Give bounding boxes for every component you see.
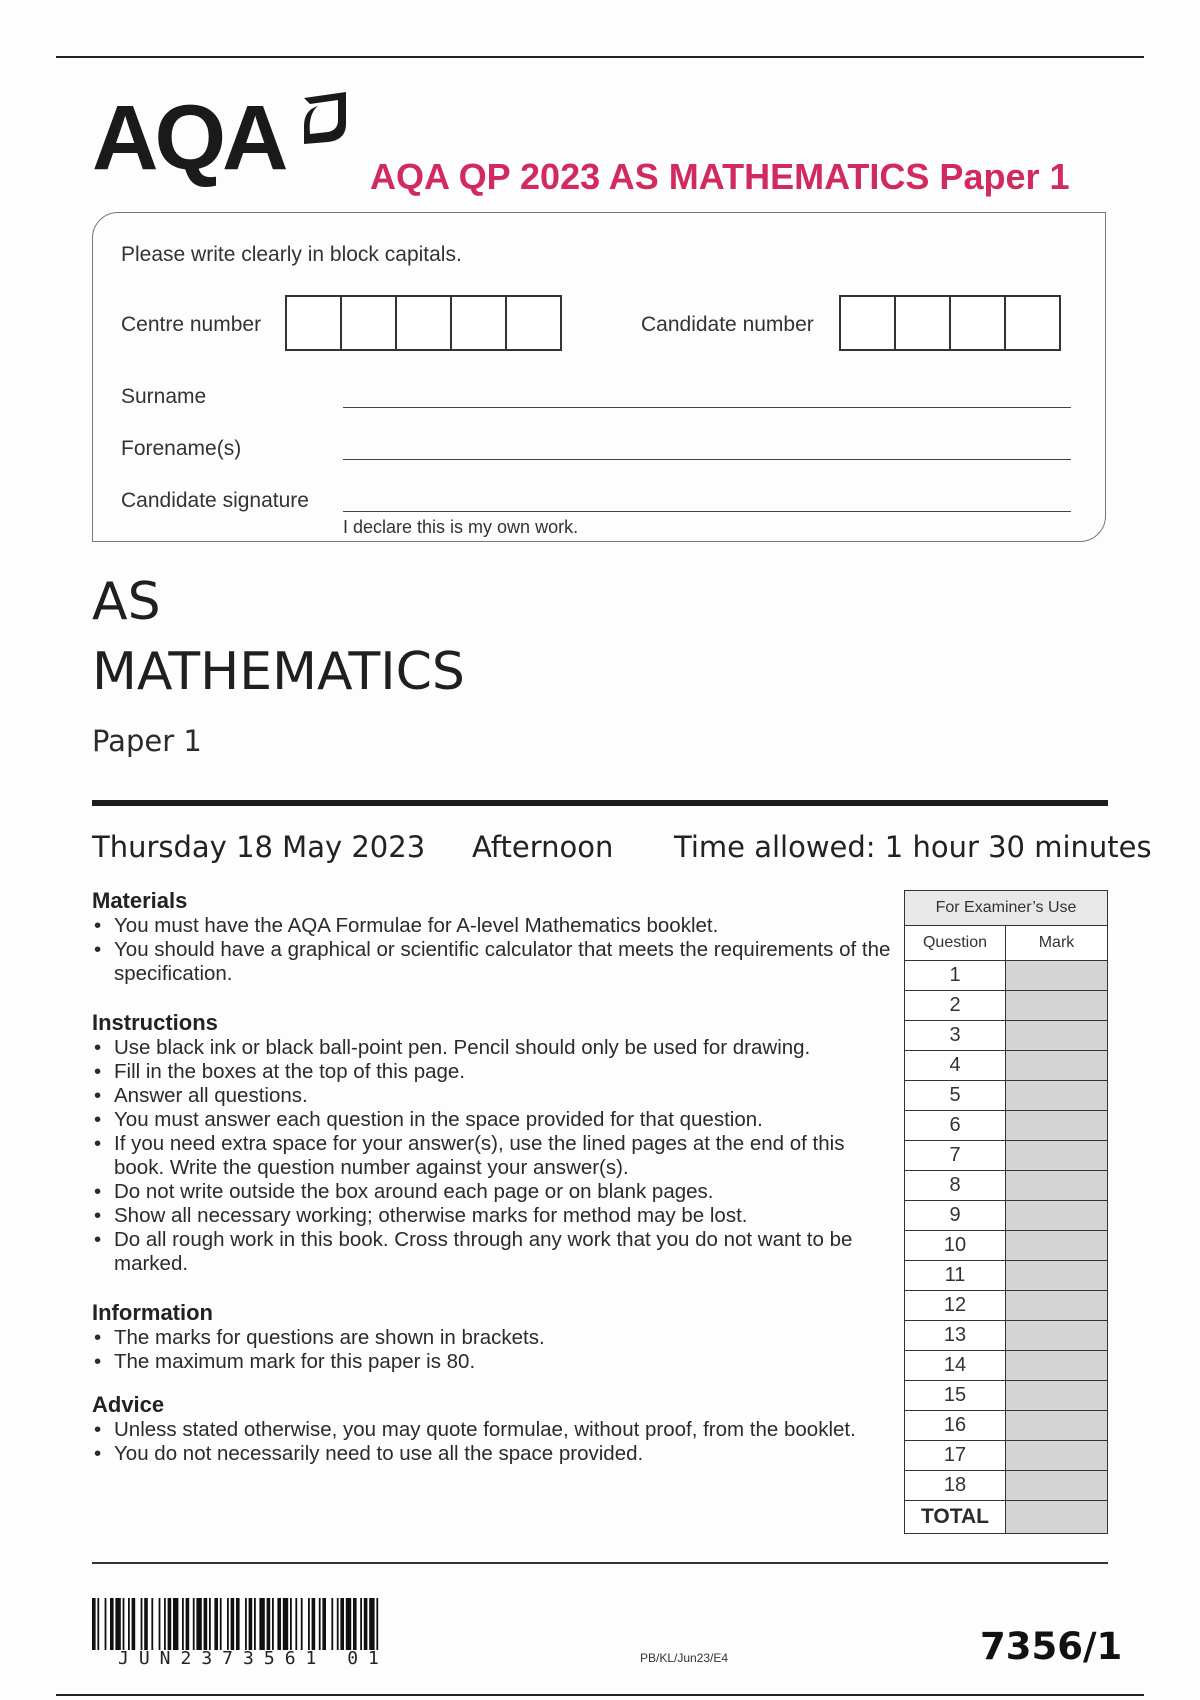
centre-digit-box[interactable] [395, 295, 452, 351]
barcode-bar [290, 1598, 292, 1650]
barcode-bar [312, 1598, 316, 1650]
barcode-bar [209, 1598, 211, 1650]
barcode-bar [369, 1598, 374, 1650]
barcode-bar [254, 1598, 256, 1650]
barcode-bar [376, 1598, 378, 1650]
total-label: TOTAL [905, 1501, 1006, 1534]
surname-label: Surname [121, 385, 207, 408]
table-row [905, 1471, 1108, 1501]
forenames-field[interactable] [343, 459, 1071, 460]
barcode-bar [186, 1598, 190, 1650]
subject-title: MATHEMATICS [92, 642, 465, 702]
list-item: • The maximum mark for this paper is 80. [92, 1350, 892, 1374]
barcode-bar [245, 1598, 247, 1650]
mark-cell [1006, 1231, 1108, 1261]
barcode-bar [132, 1598, 136, 1650]
question-number-cell: 18 [905, 1471, 1006, 1501]
candidate-digit-box[interactable] [1004, 295, 1061, 351]
barcode-bar [277, 1598, 281, 1650]
list-item: • Answer all questions. [92, 1084, 892, 1108]
examiner-use-table [904, 890, 1108, 1534]
barcode-bar [337, 1598, 339, 1650]
barcode-bar [173, 1598, 178, 1650]
mark-cell [1006, 1081, 1108, 1111]
materials-section [92, 888, 892, 986]
mark-cell [1006, 991, 1108, 1021]
aqa-logo [92, 88, 352, 188]
centre-digit-box[interactable] [450, 295, 507, 351]
barcode-bar [92, 1598, 96, 1650]
materials-heading: Materials [92, 888, 188, 913]
list-item: • The marks for questions are shown in brackets. [92, 1326, 892, 1350]
list-item: • If you need extra space for your answer(s), use the lined pages at the end of this book. Write the question number against your answer(s). [92, 1132, 892, 1180]
question-number-cell: 12 [905, 1291, 1006, 1321]
mark-cell [1006, 1321, 1108, 1351]
question-number-cell: 8 [905, 1171, 1006, 1201]
mark-cell [1006, 1471, 1108, 1501]
question-number-cell: 3 [905, 1021, 1006, 1051]
barcode-bar [272, 1598, 274, 1650]
list-item: • You should have a graphical or scientific calculator that meets the requirements of the specification. [92, 938, 892, 986]
logo-text: AQA [92, 87, 285, 189]
barcode-bar [159, 1598, 161, 1650]
table-row [905, 991, 1108, 1021]
mark-cell [1006, 1111, 1108, 1141]
barcode-bar [164, 1598, 166, 1650]
centre-number-boxes [287, 295, 562, 351]
declaration-text: I declare this is my own work. [343, 517, 579, 537]
barcode-bar [322, 1598, 326, 1650]
barcode-bar [214, 1598, 218, 1650]
candidate-number-boxes [841, 295, 1061, 351]
level-title: AS [92, 572, 161, 632]
table-row [905, 1141, 1108, 1171]
barcode-bar [128, 1598, 130, 1650]
mark-column-header: Mark [1006, 926, 1108, 961]
candidate-details-box [92, 212, 1106, 542]
barcode-bar [115, 1598, 120, 1650]
table-row [905, 1051, 1108, 1081]
question-number-cell: 10 [905, 1231, 1006, 1261]
barcode-bar [231, 1598, 235, 1650]
question-number-cell: 5 [905, 1081, 1006, 1111]
paper-title: Paper 1 [92, 724, 202, 758]
time-allowed: Time allowed: 1 hour 30 minutes [674, 830, 1152, 864]
footer-rule [92, 1562, 1108, 1564]
exam-session: Afternoon [472, 830, 614, 864]
question-column-header: Question [905, 926, 1006, 961]
list-item: • You must have the AQA Formulae for A-level Mathematics booklet. [92, 914, 892, 938]
question-number-cell: 9 [905, 1201, 1006, 1231]
mark-cell [1006, 961, 1108, 991]
surname-field[interactable] [343, 407, 1071, 408]
question-number-cell: 1 [905, 961, 1006, 991]
list-item: • Fill in the boxes at the top of this page. [92, 1060, 892, 1084]
mark-cell [1006, 1441, 1108, 1471]
reference-code: PB/KL/Jun23/E4 [640, 1651, 729, 1665]
candidate-digit-box[interactable] [949, 295, 1006, 351]
barcode-bar [308, 1598, 310, 1650]
instructions-section [92, 1010, 892, 1276]
barcode-bar [331, 1598, 333, 1650]
barcode-bar [168, 1598, 172, 1650]
list-item: • Do all rough work in this book. Cross through any work that you do not want to be marked. [92, 1228, 892, 1276]
information-heading: Information [92, 1300, 213, 1325]
barcode-bar [227, 1598, 229, 1650]
question-number-cell: 7 [905, 1141, 1006, 1171]
top-rule [56, 56, 1144, 58]
instructions-column [92, 888, 892, 1490]
centre-digit-box[interactable] [285, 295, 342, 351]
table-row [905, 1111, 1108, 1141]
candidate-number-label: Candidate number [641, 313, 814, 336]
question-number-cell: 16 [905, 1411, 1006, 1441]
centre-digit-box[interactable] [505, 295, 562, 351]
instructions-heading: Instructions [92, 1010, 218, 1035]
advice-heading: Advice [92, 1392, 165, 1417]
barcode [92, 1598, 478, 1650]
barcode-bar [259, 1598, 264, 1650]
table-row [905, 1261, 1108, 1291]
leaf-icon [300, 90, 350, 146]
total-row [905, 1501, 1108, 1534]
question-number-cell: 14 [905, 1351, 1006, 1381]
forenames-label: Forename(s) [121, 437, 242, 460]
barcode-bar [204, 1598, 208, 1650]
barcode-bar [141, 1598, 143, 1650]
centre-digit-box[interactable] [340, 295, 397, 351]
table-row [905, 1201, 1108, 1231]
question-number-cell: 6 [905, 1111, 1006, 1141]
barcode-bar [105, 1598, 107, 1650]
barcode-bar [182, 1598, 184, 1650]
examiner-table-body [905, 961, 1108, 1501]
list-item: • You do not necessarily need to use all the space provided. [92, 1442, 892, 1466]
barcode-bar [151, 1598, 153, 1650]
barcode-bar [249, 1598, 253, 1650]
barcode-bar [110, 1598, 114, 1650]
table-row [905, 1291, 1108, 1321]
barcode-bar [353, 1598, 357, 1650]
question-number-cell: 17 [905, 1441, 1006, 1471]
title-divider [92, 800, 1108, 806]
barcode-bar [283, 1598, 288, 1650]
centre-number-label: Centre number [121, 313, 262, 336]
mark-cell [1006, 1201, 1108, 1231]
information-section [92, 1300, 892, 1374]
bottom-rule [56, 1694, 1144, 1696]
barcode-bar [295, 1598, 297, 1650]
barcode-bar [97, 1598, 99, 1650]
question-number-cell: 15 [905, 1381, 1006, 1411]
table-row [905, 1081, 1108, 1111]
mark-cell [1006, 1261, 1108, 1291]
question-number-cell: 11 [905, 1261, 1006, 1291]
mark-cell [1006, 1351, 1108, 1381]
question-number-cell: 4 [905, 1051, 1006, 1081]
list-item: • Do not write outside the box around each page or on blank pages. [92, 1180, 892, 1204]
examiner-table-title: For Examiner’s Use [905, 891, 1108, 926]
barcode-bar [123, 1598, 125, 1650]
advice-section [92, 1392, 892, 1466]
mark-cell [1006, 1411, 1108, 1441]
mark-cell [1006, 1381, 1108, 1411]
barcode-bar [144, 1598, 148, 1650]
table-row [905, 1411, 1108, 1441]
question-number-cell: 13 [905, 1321, 1006, 1351]
signature-field[interactable] [343, 511, 1071, 512]
table-row [905, 1321, 1108, 1351]
paper-code: 7356/1 [980, 1625, 1123, 1668]
total-mark-cell [1006, 1501, 1108, 1534]
exam-date: Thursday 18 May 2023 [92, 830, 426, 864]
mark-cell [1006, 1291, 1108, 1321]
barcode-bar [196, 1598, 201, 1650]
barcode-bar [267, 1598, 271, 1650]
mark-cell [1006, 1171, 1108, 1201]
barcode-bar [236, 1598, 240, 1650]
mark-cell [1006, 1051, 1108, 1081]
barcode-bar [301, 1598, 303, 1650]
list-item: • You must answer each question in the space provided for that question. [92, 1108, 892, 1132]
barcode-bar [220, 1598, 222, 1650]
barcode-bar [319, 1598, 321, 1650]
barcode-bar [364, 1598, 368, 1650]
list-item: • Show all necessary working; otherwise marks for method may be lost. [92, 1204, 892, 1228]
signature-label: Candidate signature [121, 489, 309, 512]
mark-cell [1006, 1021, 1108, 1051]
candidate-digit-box[interactable] [839, 295, 896, 351]
table-row [905, 1351, 1108, 1381]
table-row [905, 1381, 1108, 1411]
document-title: AQA QP 2023 AS MATHEMATICS Paper 1 [370, 156, 1070, 197]
block-capitals-instruction: Please write clearly in block capitals. [121, 243, 462, 266]
table-row [905, 1021, 1108, 1051]
question-number-cell: 2 [905, 991, 1006, 1021]
list-item: • Unless stated otherwise, you may quote formulae, without proof, from the booklet. [92, 1418, 892, 1442]
candidate-digit-box[interactable] [894, 295, 951, 351]
barcode-bar [346, 1598, 351, 1650]
table-row [905, 1441, 1108, 1471]
table-row [905, 961, 1108, 991]
table-row [905, 1231, 1108, 1261]
barcode-text: JUN2373561 01 [118, 1648, 389, 1669]
list-item: • Use black ink or black ball-point pen. Pencil should only be used for drawing. [92, 1036, 892, 1060]
table-row [905, 1171, 1108, 1201]
barcode-bar [360, 1598, 362, 1650]
mark-cell [1006, 1141, 1108, 1171]
barcode-bar [193, 1598, 195, 1650]
barcode-bar [340, 1598, 344, 1650]
